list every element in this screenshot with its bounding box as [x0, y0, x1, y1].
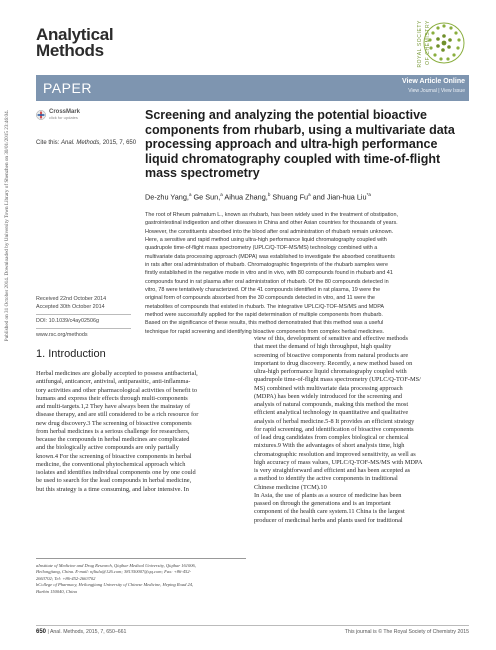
meta-divider	[36, 314, 131, 315]
view-journal-issue-links[interactable]: View Journal | View Issue	[408, 88, 465, 94]
page-number: 650	[36, 629, 47, 635]
body-line: Herbal medicines are globally accepted to possess antibacterial,	[36, 370, 198, 377]
journal-website[interactable]: www.rsc.org/methods	[36, 332, 88, 338]
body-line: chromatographic resolution and improved sensitivity, as well as	[254, 450, 416, 458]
author-affiliation: a	[188, 192, 192, 197]
body-line: In Asia, the use of plants as a source of medicine has been	[254, 491, 402, 499]
crossmark-badge[interactable]	[36, 109, 80, 120]
abstract-line: method were successfully applied for the rapid determination of multiple components from rhubarb.	[145, 312, 383, 319]
body-line: efficient analytical technology in quantitative and qualitative	[254, 409, 409, 417]
body-line: new drug discovery.3 The screening of bioactive components	[36, 419, 192, 427]
footnote-line: 2663702; Tel: +86-452-2663702	[36, 575, 96, 581]
journal-title[interactable]	[36, 27, 113, 59]
author-name: and Jian-hua Liu	[310, 192, 367, 202]
footnote-line: bCollege of Pharmacy, Heilongjiang University of Chinese Medicine, Heping Road 24,	[36, 582, 194, 588]
abstract-line: The root of Rheum palmatum L., known as rhubarb, has been widely used in the treatment of obstipation,	[145, 212, 398, 218]
citation-prefix: Cite this:	[36, 140, 60, 146]
section-label: PAPER	[43, 80, 92, 96]
body-line: view of this, development of sensitive and effective methods	[254, 335, 409, 342]
meta-divider	[36, 328, 131, 329]
copyright-notice: This journal is © The Royal Society of Chemistry 2015	[344, 629, 469, 635]
abstract-line: quadrupole time-of-flight mass spectrometry (UPLC/Q-TOF-MS/MS) technology combined with a	[145, 245, 378, 252]
author-name: Aihua Zhang,	[222, 192, 268, 202]
footnote-divider	[36, 558, 246, 559]
journal-title-line2: Methods	[36, 41, 104, 60]
author-name: Shuang Fu	[270, 192, 309, 202]
body-line: from herbal medicines is a serious challenge for researchers,	[36, 427, 190, 435]
publisher-line1: ROYAL SOCIETY	[417, 20, 423, 68]
abstract-line: gastrointestinal indigestion and other diseases in China and other Asian countries for thousands of years.	[145, 220, 398, 227]
abstract-line: firstly established in the negative mode in vitro and in vivo, with 80 compounds found in rhubarb and 41	[145, 270, 393, 277]
accepted-date: Accepted 30th October 2014	[36, 304, 105, 310]
received-date: Received 22nd October 2014	[36, 296, 107, 302]
author-list	[145, 192, 465, 201]
abstract-line: Here, a sensitive and rapid method using ultra-high performance liquid chromatography coupled with	[145, 237, 387, 244]
body-line: screening of bioactive components from natural products are	[254, 351, 409, 359]
footer-divider	[36, 625, 469, 626]
crossmark-sub: click for updates	[49, 115, 78, 120]
author-name: De-zhu Yang,	[145, 192, 189, 202]
body-line: a method to identify the active components in traditional	[254, 475, 398, 483]
body-line: is very straightforward and efficient and has been accepted as	[254, 467, 411, 474]
body-line: (MDPA) has been widely introduced for the screening and	[254, 392, 403, 400]
body-line: known.4 For the screening of bioactive components in herbal	[36, 452, 192, 460]
abstract-line: vitro, 78 were tentatively characterized. Of the 41 compounds identified in rat plasma, 19 were the	[145, 287, 381, 294]
abstract-line: technique for rapid screening and identifying bioactive components from complex herbal medicines.	[145, 328, 385, 335]
footnote-line: aInstitute of Medicine and Drug Research, Qiqihar Medical University, Qiqihar 161006,	[36, 563, 196, 568]
body-line: be used to search for the lead compounds in herbal medicine,	[36, 477, 192, 485]
body-line: disease therapy, and are still considered to be a rich resource for	[36, 411, 199, 419]
body-line: antifungal, anticancer, antiviral, antiparasitic, anti-inflamma-	[36, 378, 191, 386]
author-affiliation: a	[308, 192, 311, 197]
body-line: and multi-targets.1,2 They have always been the mainstay of	[36, 403, 191, 410]
abstract-line: Based on the significance of these results, this method demonstrated that this method was a useful	[145, 320, 384, 327]
citation	[36, 140, 136, 146]
crossmark-icon	[36, 110, 46, 120]
abstract-line: compounds found in rat plasma after oral administration of rhubarb. Of the 80 compounds detected in	[145, 278, 389, 285]
citation-journal: Anal. Methods,	[61, 140, 102, 146]
view-article-online-link[interactable]: View Article Online	[401, 78, 465, 85]
section-heading-introduction: 1. Introduction	[36, 348, 106, 360]
abstract-line: metabolites of compounds that existed in rhubarb. The integrative UPLC/Q-TOF-MS/MS and MDPA	[145, 303, 385, 310]
footer-citation: | Anal. Methods, 2015, 7, 650–661	[46, 629, 127, 635]
body-column-right	[254, 335, 468, 525]
body-line: ultra-high performance liquid chromatography coupled with	[254, 368, 407, 375]
abstract-line: multivariate data processing approach (MDPA) was established to investigate the absorbed constituents	[145, 253, 395, 260]
body-line: high accuracy of mass values, UPLC/Q-TOF-MS/MS with MDPA	[254, 458, 423, 466]
author-affiliation: a	[220, 192, 223, 197]
body-line: quadrupole time-of-flight mass spectrometry (UPLC/Q-TOF-MS/	[254, 376, 421, 384]
body-line: of lead drug candidates from complex biological or chemical	[254, 434, 409, 441]
footnote-line: Heilongjiang, China. E-mail: njliulu@126.com; 381350007@qq.com; Fax: +86-452-	[36, 569, 192, 575]
body-line: important to drug discovery. Recently, a new method based on	[254, 359, 413, 367]
affiliation-footnotes	[36, 563, 246, 595]
body-line: mixtures.9 With the advantages of short analysis time, high	[254, 442, 405, 450]
abstract	[145, 211, 467, 336]
body-line: and the biologically active compounds are only partially	[36, 444, 179, 452]
journal-title-line1: Analytical	[36, 25, 114, 44]
download-note	[4, 110, 14, 590]
body-line: medicine, the conventional phytochemical approach which	[36, 460, 186, 468]
body-line: analysis of herbal medicine.5-8 It provides an efficient strategy	[254, 417, 415, 425]
citation-rest: 2015, 7, 650	[101, 140, 137, 146]
crossmark-label: CrossMark	[49, 109, 81, 115]
body-line: isolates and identifies individual components one by one could	[36, 469, 196, 476]
publisher-line2: OF CHEMISTRY	[425, 20, 431, 65]
author-name: Ge Sun,	[191, 192, 221, 202]
body-line: that meet the demand of high throughput, high quality	[254, 343, 392, 351]
doi[interactable]: DOI: 10.1039/c4ay02506g	[36, 318, 99, 324]
page-footer-left	[36, 629, 126, 635]
abstract-line: in rats after oral administration of rhubarb. Chromatographic fingerprints of the rhubarb samples were	[145, 262, 388, 269]
footnote-line: Harbin 150040, China	[36, 588, 77, 594]
author-affiliation: b	[267, 192, 271, 197]
body-line: for rapid screening, and identification of bioactive components	[254, 425, 414, 433]
body-line: passed on through the generations and is an important	[254, 500, 391, 507]
author-affiliation: *a	[366, 192, 371, 197]
body-line: producer of medicinal herbs and plants used for traditional	[254, 516, 403, 524]
body-line: tory activities and other pharmacological activities of benefit to	[36, 386, 198, 394]
abstract-line: original form of compounds absorbed from the 30 compounds detected in vitro, and 11 were the	[145, 295, 375, 302]
body-column-left	[36, 370, 246, 494]
body-line: component of the health care system.11 China is the largest	[254, 508, 405, 516]
article-title: Screening and analyzing the potential bioactive components from rhubarb, using a multivariate data processing approach and ultra-high performance liquid chromatography coupled with time-of-flight mass spectrometry	[145, 108, 455, 181]
download-note-text: Published on 31 October 2014. Downloaded by University Town Library of Shenzhen on 30/01/2015 23:46:04.	[4, 110, 10, 342]
body-line: Chinese medicine (TCM).10	[254, 483, 327, 491]
body-line: humans and express their effects through multi-components	[36, 394, 188, 402]
body-line: because the compounds in herbal medicines are complicated	[36, 436, 190, 443]
abstract-line: However, the constituents absorbed into the blood after oral administration of rhubarb remain unknown.	[145, 228, 394, 235]
body-line: analysis of natural compounds, making this method the most	[254, 401, 409, 408]
body-line: MS) combined with multivariate data processing approach	[254, 384, 403, 392]
publisher-name-2	[425, 20, 433, 68]
body-line: but this strategy is a time consuming, and labor intensive. In	[36, 485, 189, 493]
